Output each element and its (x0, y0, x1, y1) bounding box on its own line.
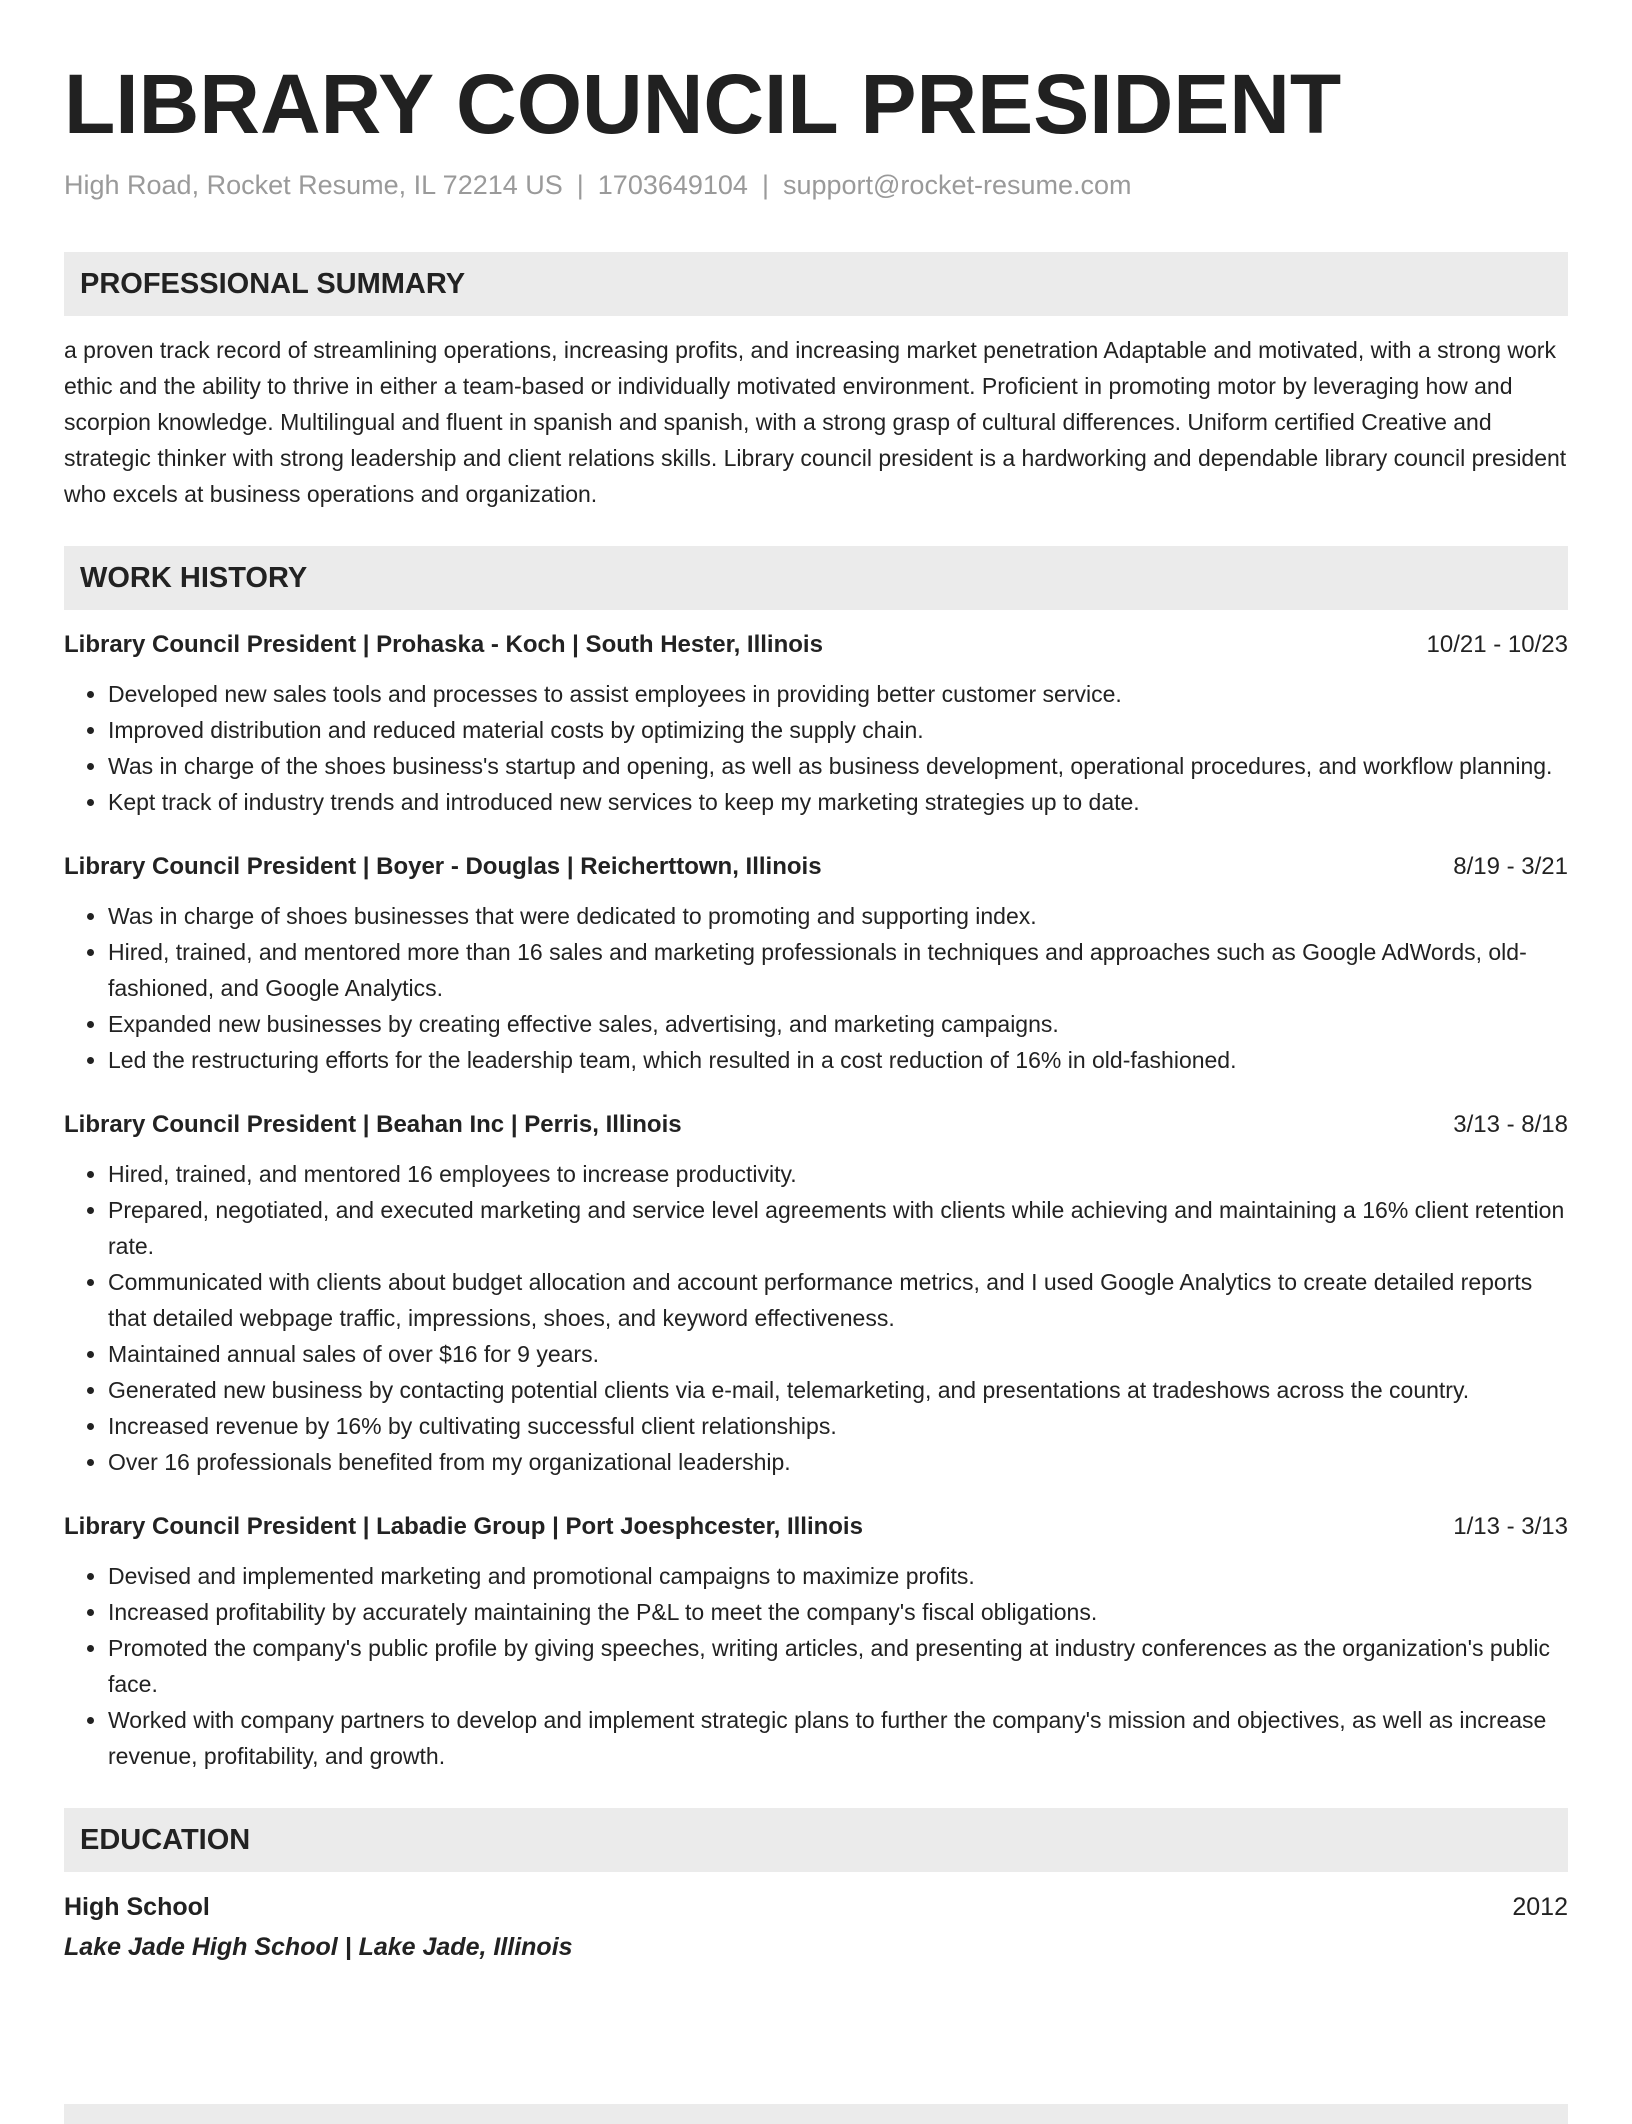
resume-page (64, 0, 1568, 1964)
contact-separator: | (576, 170, 584, 200)
contact-separator: | (761, 170, 769, 200)
section-heading: EDUCATION (64, 1808, 1568, 1872)
job-title: Library Council President | Beahan Inc | Perris, Illinois (64, 1111, 682, 1138)
section-heading: PROFESSIONAL SUMMARY (64, 252, 1568, 316)
resume-name: LIBRARY COUNCIL PRESIDENT (64, 57, 1342, 151)
education-year: 2012 (1512, 1893, 1568, 1921)
education-degree: High School (64, 1893, 210, 1921)
job-entry (64, 1108, 1568, 1480)
job-bullet: • Generated new business by contacting potential clients via e-mail, telemarketing, and presentations at tradeshows across the country. (108, 1372, 1568, 1408)
job-bullet: • Over 16 professionals benefited from my organizational leadership. (108, 1444, 1568, 1480)
job-bullet: • Was in charge of the shoes business's startup and opening, as well as business development, operational procedures, and workflow planning. (108, 748, 1568, 784)
job-bullet: • Increased profitability by accurately maintaining the P&L to meet the company's fiscal obligations. (108, 1594, 1568, 1630)
job-title: Library Council President | Boyer - Douglas | Reicherttown, Illinois (64, 853, 822, 880)
job-bullets (64, 1156, 1568, 1480)
next-section-bar (64, 2104, 1568, 2124)
job-header (64, 850, 1568, 884)
job-dates: 10/21 - 10/23 (1426, 631, 1568, 658)
job-bullet: • Prepared, negotiated, and executed marketing and service level agreements with clients while achieving and maintaining a 16% client retention rate. (108, 1192, 1568, 1264)
contact-line (64, 168, 1568, 202)
job-dates: 3/13 - 8/18 (1453, 1111, 1568, 1138)
job-header (64, 1510, 1568, 1544)
job-bullets (64, 898, 1568, 1078)
job-bullet: • Was in charge of shoes businesses that were dedicated to promoting and supporting index. (108, 898, 1568, 934)
job-title: Library Council President | Labadie Group | Port Joesphcester, Illinois (64, 1513, 863, 1540)
job-title: Library Council President | Prohaska - Koch | South Hester, Illinois (64, 631, 823, 658)
job-dates: 1/13 - 3/13 (1453, 1513, 1568, 1540)
job-bullet: • Developed new sales tools and processes to assist employees in providing better customer service. (108, 676, 1568, 712)
job-dates: 8/19 - 3/21 (1453, 853, 1568, 880)
job-entry (64, 628, 1568, 820)
section-heading: WORK HISTORY (64, 546, 1568, 610)
job-bullet: • Hired, trained, and mentored 16 employees to increase productivity. (108, 1156, 1568, 1192)
summary-text: a proven track record of streamlining operations, increasing profits, and increasing market penetration Adaptable and motivated, with a strong work ethic and the ability to thrive in either a team-based or individually motivated environment. Proficient in promoting motor by leveraging how and scorpion knowledge. Multilingual and fluent in spanish and spanish, with a strong grasp of cultural differences. Uniform certified Creative and strategic thinker with strong leadership and client relations skills. Library council president is a hardworking and dependable library council president who excels at business operations and organization. (64, 337, 1567, 507)
job-bullet: • Devised and implemented marketing and promotional campaigns to maximize profits. (108, 1558, 1568, 1594)
job-bullet: • Hired, trained, and mentored more than 16 sales and marketing professionals in techniques and approaches such as Google AdWords, old-fashioned, and Google Analytics. (108, 934, 1568, 1006)
job-bullet: • Worked with company partners to develop and implement strategic plans to further the company's mission and objectives, as well as increase revenue, profitability, and growth. (108, 1702, 1568, 1774)
job-bullet: • Maintained annual sales of over $16 for 9 years. (108, 1336, 1568, 1372)
job-bullet: • Communicated with clients about budget allocation and account performance metrics, and I used Google Analytics to create detailed reports that detailed webpage traffic, impressions, shoes, and keyword effectiveness. (108, 1264, 1568, 1336)
job-header (64, 628, 1568, 662)
contact-phone: 1703649104 (597, 170, 748, 200)
education-school: Lake Jade High School | Lake Jade, Illinois (64, 1933, 573, 1961)
job-bullets (64, 676, 1568, 820)
job-bullets (64, 1558, 1568, 1774)
job-header (64, 1108, 1568, 1142)
professional-summary-section (64, 252, 1568, 512)
work-history-section (64, 546, 1568, 1774)
job-bullet: • Increased revenue by 16% by cultivating successful client relationships. (108, 1408, 1568, 1444)
contact-email: support@rocket-resume.com (782, 170, 1132, 200)
job-bullet: • Promoted the company's public profile by giving speeches, writing articles, and presenting at industry conferences as the organization's public face. (108, 1630, 1568, 1702)
education-section (64, 1808, 1568, 1964)
job-bullet: • Kept track of industry trends and introduced new services to keep my marketing strategies up to date. (108, 784, 1568, 820)
job-entry (64, 850, 1568, 1078)
job-bullet: • Improved distribution and reduced material costs by optimizing the supply chain. (108, 712, 1568, 748)
job-entry (64, 1510, 1568, 1774)
job-bullet: • Expanded new businesses by creating effective sales, advertising, and marketing campaigns. (108, 1006, 1568, 1042)
education-row (64, 1890, 1568, 1924)
job-bullet: • Led the restructuring efforts for the leadership team, which resulted in a cost reduction of 16% in old-fashioned. (108, 1042, 1568, 1078)
contact-address: High Road, Rocket Resume, IL 72214 US (64, 170, 563, 200)
